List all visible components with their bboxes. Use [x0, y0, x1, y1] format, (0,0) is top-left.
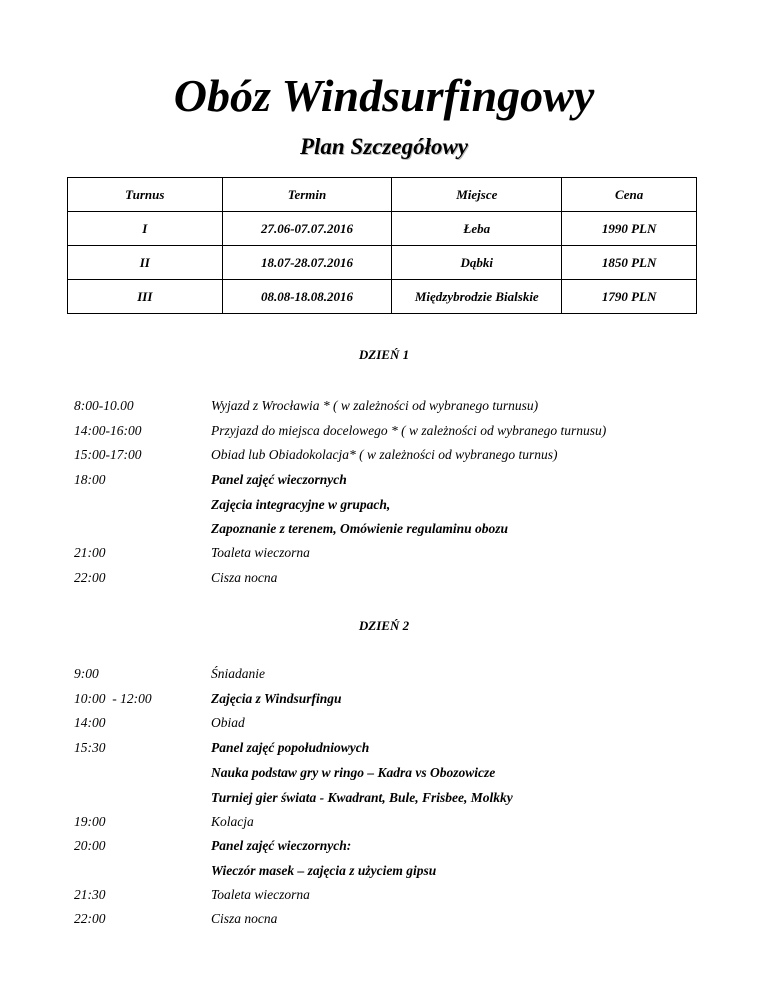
schedule-time: 20:00: [74, 838, 106, 853]
document-subtitle: Plan Szczegółowy: [299, 134, 469, 159]
cell-cena: 1990 PLN: [562, 212, 697, 246]
schedule-row: [0, 469, 768, 491]
table-row: [68, 280, 697, 314]
day1-heading: DZIEŃ 1: [358, 347, 410, 362]
schedule-activity: Śniadanie: [211, 666, 265, 681]
schedule-row: [0, 567, 768, 589]
schedule-row: [0, 811, 768, 833]
schedule-activity: Turniej gier świata - Kwadrant, Bule, Frisbee, Molkky: [211, 790, 513, 805]
day2-heading: DZIEŃ 2: [358, 618, 410, 633]
schedule-row: [0, 762, 768, 784]
schedule-row: [0, 420, 768, 442]
schedule-activity: Obiad: [211, 715, 245, 730]
schedule-time: 8:00-10.00: [74, 398, 134, 413]
cell-termin: 27.06-07.07.2016: [222, 212, 392, 246]
schedule-time: 19:00: [74, 814, 106, 829]
schedule-row: [0, 542, 768, 564]
schedule-activity: Zapoznanie z terenem, Omówienie regulaminu obozu: [211, 521, 509, 536]
schedule-row: [0, 737, 768, 759]
schedule-row: [0, 518, 768, 540]
schedule-row: [0, 688, 768, 710]
cell-cena: 1790 PLN: [562, 280, 697, 314]
header-termin: Termin: [222, 178, 392, 212]
cell-cena: 1850 PLN: [562, 246, 697, 280]
table-header-row: [68, 178, 697, 212]
schedule-activity: Toaleta wieczorna: [211, 887, 310, 902]
schedule-row: [0, 884, 768, 906]
schedule-activity: Panel zajęć popołudniowych: [211, 740, 370, 755]
cell-miejsce: Międzybrodzie Bialskie: [392, 280, 562, 314]
schedule-activity: Toaleta wieczorna: [211, 545, 310, 560]
schedule-time: 10:00 - 12:00: [74, 691, 152, 706]
schedule-time: 22:00: [74, 570, 106, 585]
schedule-activity: Cisza nocna: [211, 911, 278, 926]
schedule-activity: Nauka podstaw gry w ringo – Kadra vs Obozowicze: [211, 765, 496, 780]
schedule-activity: Przyjazd do miejsca docelowego * ( w zależności od wybranego turnusu): [211, 423, 607, 438]
header-turnus: Turnus: [68, 178, 223, 212]
header-cena: Cena: [562, 178, 697, 212]
cell-turnus: III: [68, 280, 223, 314]
schedule-activity: Cisza nocna: [211, 570, 278, 585]
cell-termin: 18.07-28.07.2016: [222, 246, 392, 280]
schedule-row: [0, 444, 768, 466]
schedule-activity: Obiad lub Obiadokolacja* ( w zależności od wybranego turnus): [211, 447, 558, 462]
cell-miejsce: Dąbki: [392, 246, 562, 280]
schedule-activity: Kolacja: [211, 814, 254, 829]
schedule-time: 9:00: [74, 666, 99, 681]
cell-turnus: I: [68, 212, 223, 246]
schedule-row: [0, 663, 768, 685]
schedule-time: 14:00: [74, 715, 106, 730]
schedule-activity: Zajęcia integracyjne w grupach,: [211, 497, 391, 512]
schedule-time: 21:00: [74, 545, 106, 560]
schedule-activity: Wyjazd z Wrocławia * ( w zależności od wybranego turnusu): [211, 398, 539, 413]
schedule-time: 15:30: [74, 740, 106, 755]
schedule-row: [0, 787, 768, 809]
table-row: [68, 212, 697, 246]
schedule-time: 14:00-16:00: [74, 423, 142, 438]
schedule-activity: Wieczór masek – zajęcia z użyciem gipsu: [211, 863, 437, 878]
schedule-row: [0, 712, 768, 734]
turnus-table: [67, 177, 697, 314]
schedule-row: [0, 395, 768, 417]
schedule-time: 22:00: [74, 911, 106, 926]
schedule-activity: Zajęcia z Windsurfingu: [211, 691, 342, 706]
schedule-row: [0, 494, 768, 516]
cell-turnus: II: [68, 246, 223, 280]
cell-miejsce: Łeba: [392, 212, 562, 246]
table-row: [68, 246, 697, 280]
schedule-row: [0, 860, 768, 882]
schedule-row: [0, 908, 768, 930]
schedule-time: 15:00-17:00: [74, 447, 142, 462]
cell-termin: 08.08-18.08.2016: [222, 280, 392, 314]
schedule-time: 18:00: [74, 472, 106, 487]
header-miejsce: Miejsce: [392, 178, 562, 212]
schedule-activity: Panel zajęć wieczornych:: [211, 838, 352, 853]
schedule-time: 21:30: [74, 887, 106, 902]
schedule-activity: Panel zajęć wieczornych: [211, 472, 347, 487]
document-title: Obóz Windsurfingowy: [173, 70, 595, 121]
schedule-row: [0, 835, 768, 857]
